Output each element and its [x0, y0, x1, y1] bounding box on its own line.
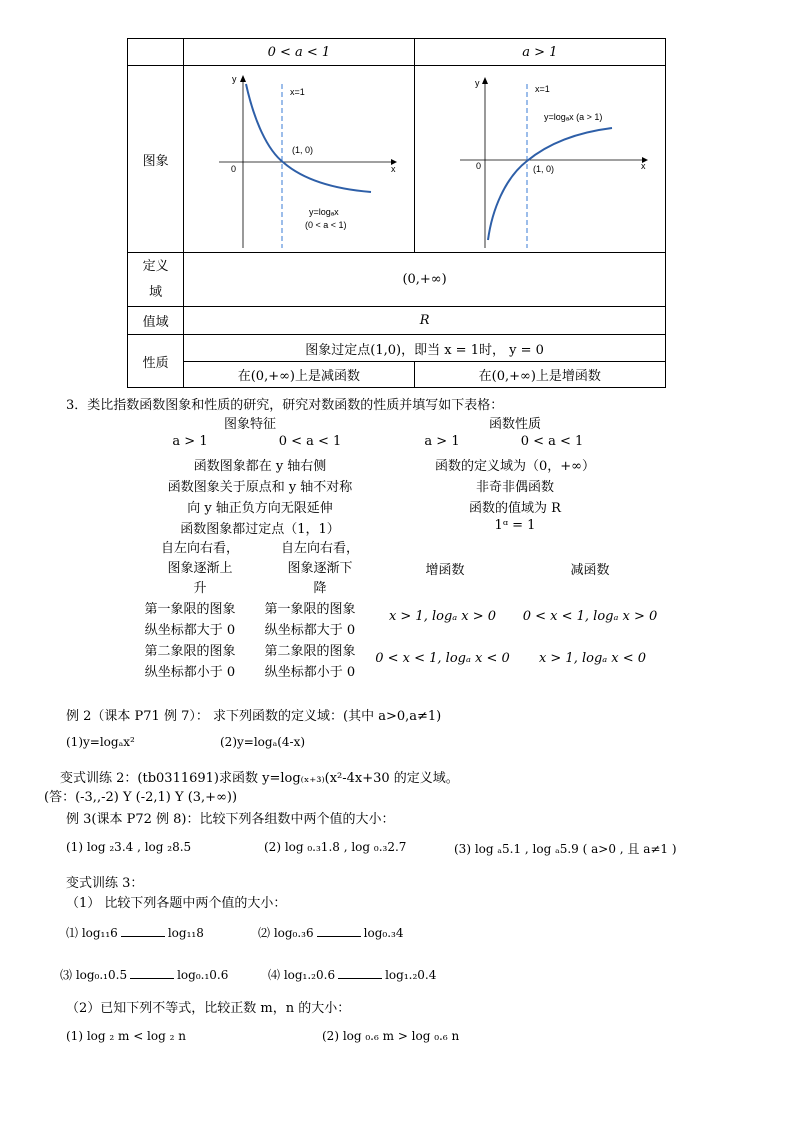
- origin-label: 0: [230, 164, 236, 174]
- row4-property: 1ᵅ = 1: [494, 518, 536, 533]
- log-plot-increasing: [430, 70, 650, 248]
- variant2-question: 变式训练 2：(tb0311691)求函数 y=log₍ₓ₊₃₎(x²-4x+30 的定义域。: [60, 771, 459, 786]
- answer-blank[interactable]: [338, 977, 382, 979]
- domain-value: (0,+∞): [184, 253, 666, 307]
- header-a-greater-1: a > 1: [414, 39, 665, 66]
- compare-d: ⑷ log₁.₂0.6 log₁.₂0.4: [268, 968, 437, 982]
- row3-feature: 向 y 轴正负方向无限延伸: [187, 501, 333, 516]
- compare-b: ⑵ log₀.₃6 log₀.₃4: [258, 926, 404, 940]
- example3-q2: (2) log ₀.₃1.8 , log ₀.₃2.7: [264, 840, 407, 854]
- a-less-1-left: 0 < a < 1: [278, 434, 342, 449]
- range-value: R: [184, 307, 666, 335]
- y-label: y: [474, 78, 480, 88]
- example2-title: 例 2（课本 P71 例 7）： 求下列函数的定义域：(其中 a>0,a≠1): [66, 709, 442, 724]
- property-increasing: 在(0,+∞)上是增函数: [414, 362, 665, 388]
- point-label: (1, 0): [532, 164, 554, 174]
- answer-blank[interactable]: [130, 977, 174, 979]
- example3-title: 例 3(课本 P72 例 8)：比较下列各组数中两个值的大小：: [66, 812, 395, 827]
- graph-cell-right: [414, 66, 665, 253]
- domain-label: 定义 域: [128, 253, 184, 307]
- row3-property: 函数的值域为 R: [469, 501, 561, 516]
- row5-a: 自左向右看， 图象逐渐上 升: [160, 541, 239, 596]
- answer-blank[interactable]: [121, 935, 165, 937]
- log-plot-decreasing: [199, 70, 399, 248]
- variant3-title: 变式训练 3：: [66, 876, 144, 891]
- example2-q1: (1)y=logₐx²: [66, 735, 135, 749]
- row6-b: 第一象限的图象 纵坐标都大于 0: [264, 602, 356, 638]
- property-decreasing: 在(0,+∞)上是减函数: [184, 362, 414, 388]
- variant3-sub2: （2）已知下列不等式，比较正数 m，n 的大小：: [66, 1001, 351, 1016]
- variant2-answer: (答：(-3,,-2) Y (-2,1) Y (3,+∞)): [44, 790, 238, 805]
- row4-feature: 函数图象都过定点（1，1）: [180, 522, 340, 537]
- header-a-less-1: 0 < a < 1: [184, 39, 414, 66]
- x1-label: x=1: [534, 84, 550, 94]
- row1-feature: 函数图象都在 y 轴右侧: [193, 459, 327, 474]
- point-label: (1, 0): [291, 145, 313, 155]
- row6-d: 0 < x < 1, logₐ x > 0: [522, 609, 658, 624]
- variant3-sub1: （1） 比较下列各题中两个值的大小：: [66, 896, 287, 911]
- corner-cell: [128, 39, 184, 66]
- row5-increasing: 增函数: [425, 563, 465, 578]
- x1-label: x=1: [289, 87, 305, 97]
- log-properties-table: [127, 38, 666, 388]
- row6-a: 第一象限的图象 纵坐标都大于 0: [144, 602, 236, 638]
- origin-label: 0: [475, 161, 481, 171]
- property-label: 性质: [128, 335, 184, 388]
- a-greater-1-left: a > 1: [172, 434, 208, 449]
- row5-decreasing: 减函数: [570, 563, 610, 578]
- row2-property: 非奇非偶函数: [475, 480, 554, 495]
- row7-b: 第二象限的图象 纵坐标都小于 0: [264, 644, 356, 680]
- example3-q1: (1) log ₂3.4 , log ₂8.5: [66, 840, 192, 854]
- inequality-2: (2) log ₀.₆ m > log ₀.₆ n: [322, 1029, 460, 1043]
- func-label: y=logₐx (a > 1): [543, 112, 603, 122]
- row1-property: 函数的定义域为（0，+∞）: [435, 459, 595, 474]
- cond-label: (0 < a < 1): [304, 220, 347, 230]
- x-label: x: [640, 161, 646, 171]
- inequality-1: (1) log ₂ m < log ₂ n: [66, 1029, 186, 1043]
- func-label: y=logₐx: [308, 207, 339, 217]
- row6-c: x > 1, logₐ x > 0: [388, 609, 497, 624]
- range-label: 值域: [128, 307, 184, 335]
- property-common: 图象过定点(1,0)，即当 x = 1时， y = 0: [184, 335, 666, 362]
- row7-c: 0 < x < 1, logₐ x < 0: [375, 651, 510, 666]
- row2-feature: 函数图象关于原点和 y 轴不对称: [167, 480, 353, 495]
- graph-cell-left: [184, 66, 414, 253]
- row5-b: 自左向右看， 图象逐渐下 降: [280, 541, 359, 596]
- compare-c: ⑶ log₀.₁0.5 log₀.₁0.6: [60, 968, 229, 982]
- example3-q3: (3) log ₐ5.1 , log ₐ5.9 ( a>0 , 且 a≠1 ): [454, 842, 677, 856]
- y-axis-arrow: [482, 77, 488, 84]
- graph-label: 图象: [128, 66, 184, 253]
- x-label: x: [390, 164, 396, 174]
- increasing-curve: [488, 128, 612, 240]
- property-col-header: 函数性质: [488, 417, 541, 432]
- y-axis-arrow: [240, 75, 246, 82]
- decreasing-curve: [246, 84, 371, 192]
- section3-heading: 3．类比指数函数图象和性质的研究，研究对数函数的性质并填写如下表格：: [66, 398, 504, 413]
- a-less-1-right: 0 < a < 1: [520, 434, 584, 449]
- y-label: y: [231, 74, 237, 84]
- row7-a: 第二象限的图象 纵坐标都小于 0: [144, 644, 236, 680]
- compare-a: ⑴ log₁₁6 log₁₁8: [66, 926, 204, 940]
- example2-q2: (2)y=logₐ(4-x): [220, 735, 306, 749]
- answer-blank[interactable]: [317, 935, 361, 937]
- a-greater-1-right: a > 1: [424, 434, 460, 449]
- row7-d: x > 1, logₐ x < 0: [538, 651, 647, 666]
- feature-col-header: 图象特征: [223, 417, 276, 432]
